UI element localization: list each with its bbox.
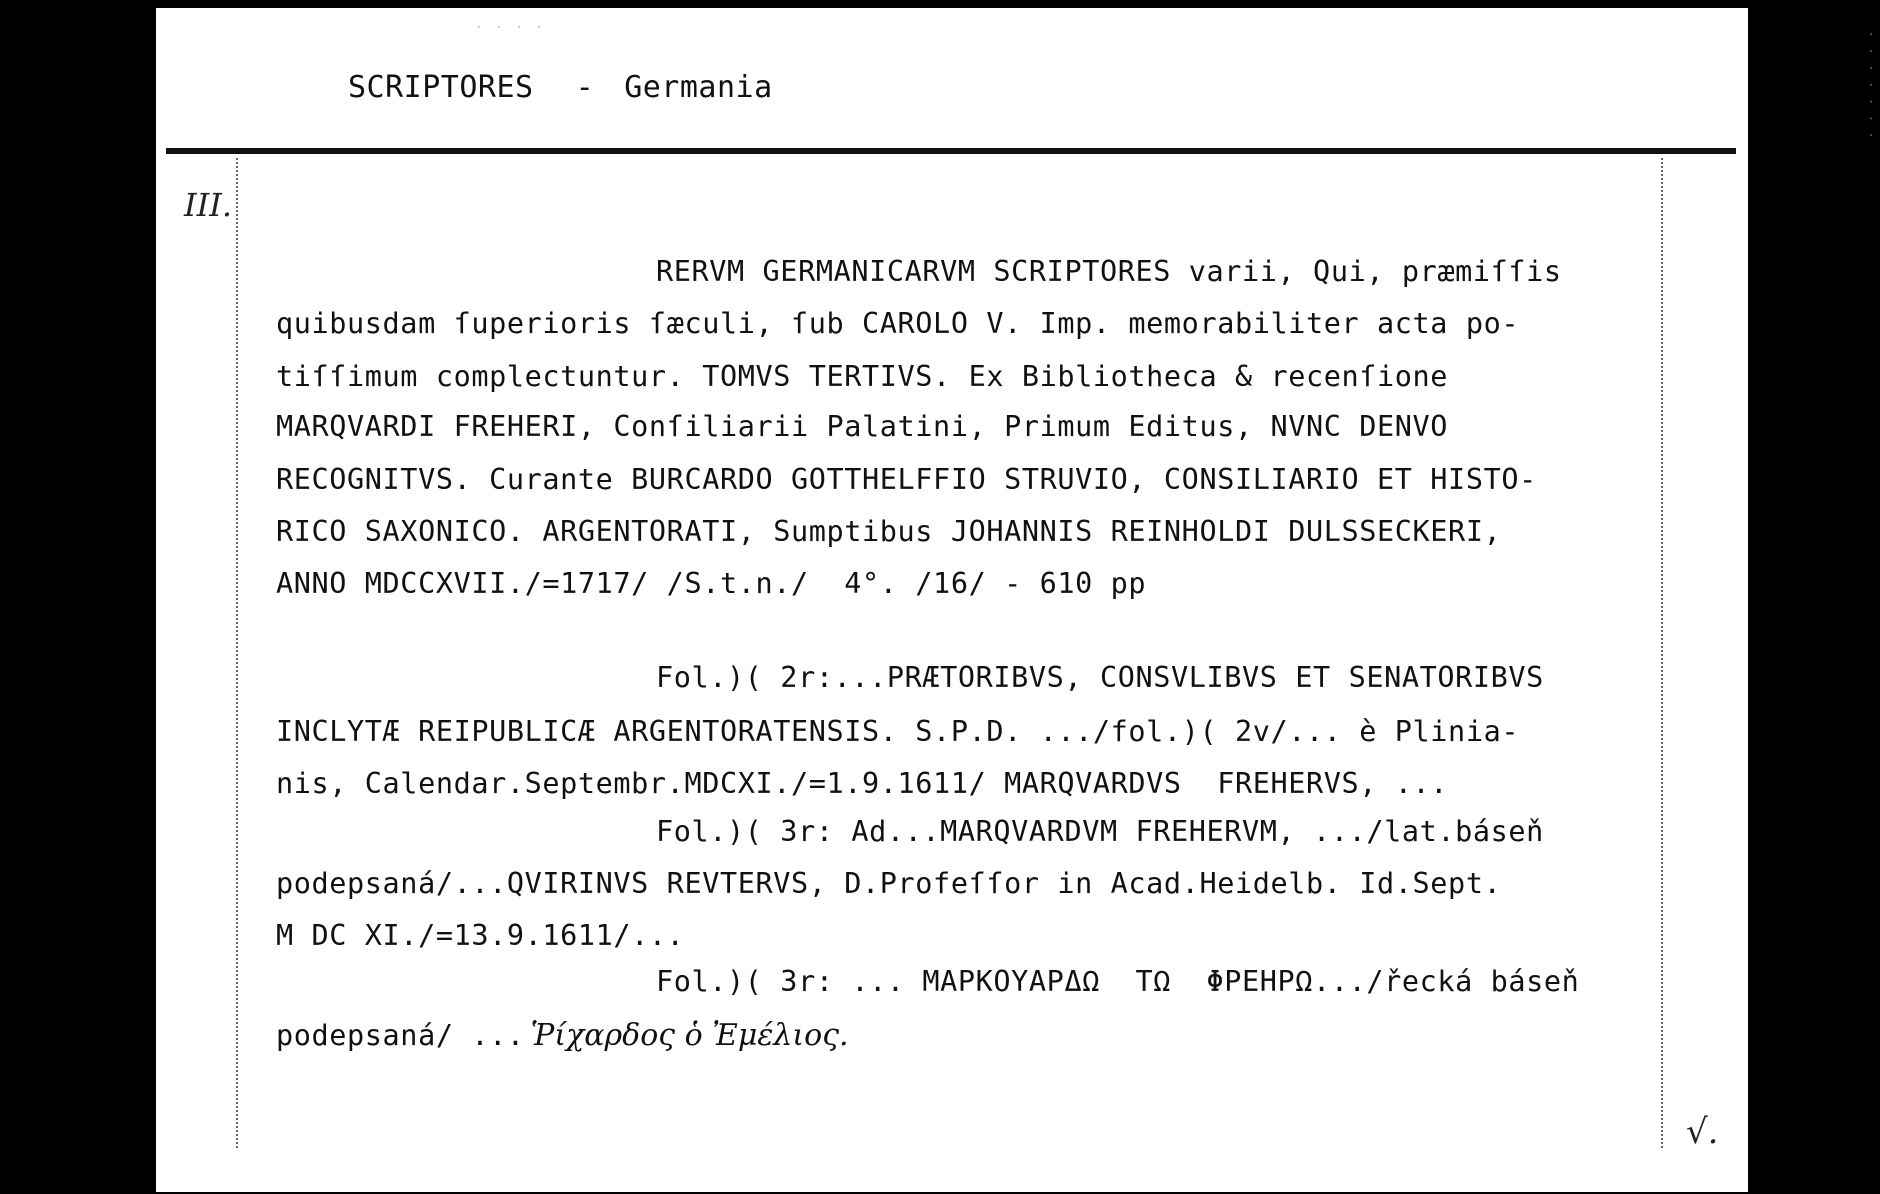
scan-edge-noise: · · · · · · · (1862, 30, 1878, 140)
entry-line: RERVM GERMANICARVM SCRIPTORES varii, Qui, præmiſſis (656, 255, 1562, 288)
handwritten-greek-signature: Ῥίχαρδος ὁ Ἐμέλιος. (530, 1018, 849, 1053)
entry-line: Fol.)( 3r: Ad...MARQVARDVM FREHERVM, .../lat.báseň (656, 815, 1544, 848)
entry-text (276, 8, 1736, 1192)
entry-line: nis, Calendar.Septembr.MDCXI./=1.9.1611/ MARQVARDVS FREHERVS, ... (276, 767, 1449, 800)
right-margin-mark: √. (1686, 1112, 1719, 1152)
entry-line: RECOGNITVS. Curante BURCARDO GOTTHELFFIO STRUVIO, CONSILIARIO ET HISTO- (276, 463, 1537, 496)
entry-line: INCLYTÆ REIPUBLICÆ ARGENTORATENSIS. S.P.D. .../fol.)( 2v/... è Plinia- (276, 715, 1520, 748)
left-margin-mark: III. (184, 186, 233, 224)
entry-line (276, 1020, 849, 1052)
entry-line: M DC XI./=13.9.1611/... (276, 919, 685, 952)
entry-line: podepsaná/...QVIRINVS REVTERVS, D.Profeſſor in Acad.Heidelb. Id.Sept. (276, 867, 1502, 900)
header-category: SCRIPTORES (348, 70, 534, 105)
paper-specks: · · · · (476, 22, 547, 33)
entry-line: MARQVARDI FREHERI, Conſiliarii Palatini, Primum Editus, NVNC DENVO (276, 410, 1449, 443)
catalog-card (156, 8, 1748, 1192)
entry-line: quibusdam ſuperioris ſæculi, ſub CAROLO V. Imp. memorabiliter acta po- (276, 307, 1520, 340)
header-separator: - (575, 70, 595, 105)
header-subcategory: Germania (624, 70, 773, 105)
entry-line: Fol.)( 3r: ... ΜΑΡΚΟΥΑΡΔΩ ΤΩ ΦΡΕΗΡΩ.../řecká báseň (656, 965, 1580, 998)
left-margin-line (236, 158, 238, 1148)
entry-line: RICO SAXONICO. ARGENTORATI, Sumptibus JOHANNIS REINHOLDI DULSSECKERI, (276, 515, 1502, 548)
entry-line: tiſſimum complectuntur. TOMVS TERTIVS. Ex Bibliotheca & recenſione (276, 360, 1449, 393)
entry-line: ANNO MDCCXVII./=1717/ /S.t.n./ 4°. /16/ - 610 pp (276, 567, 1147, 600)
entry-line: Fol.)( 2r:...PRÆTORIBVS, CONSVLIBVS ET SENATORIBVS (656, 661, 1544, 694)
typed-signature-prefix: podepsaná/ ... (276, 1019, 525, 1052)
